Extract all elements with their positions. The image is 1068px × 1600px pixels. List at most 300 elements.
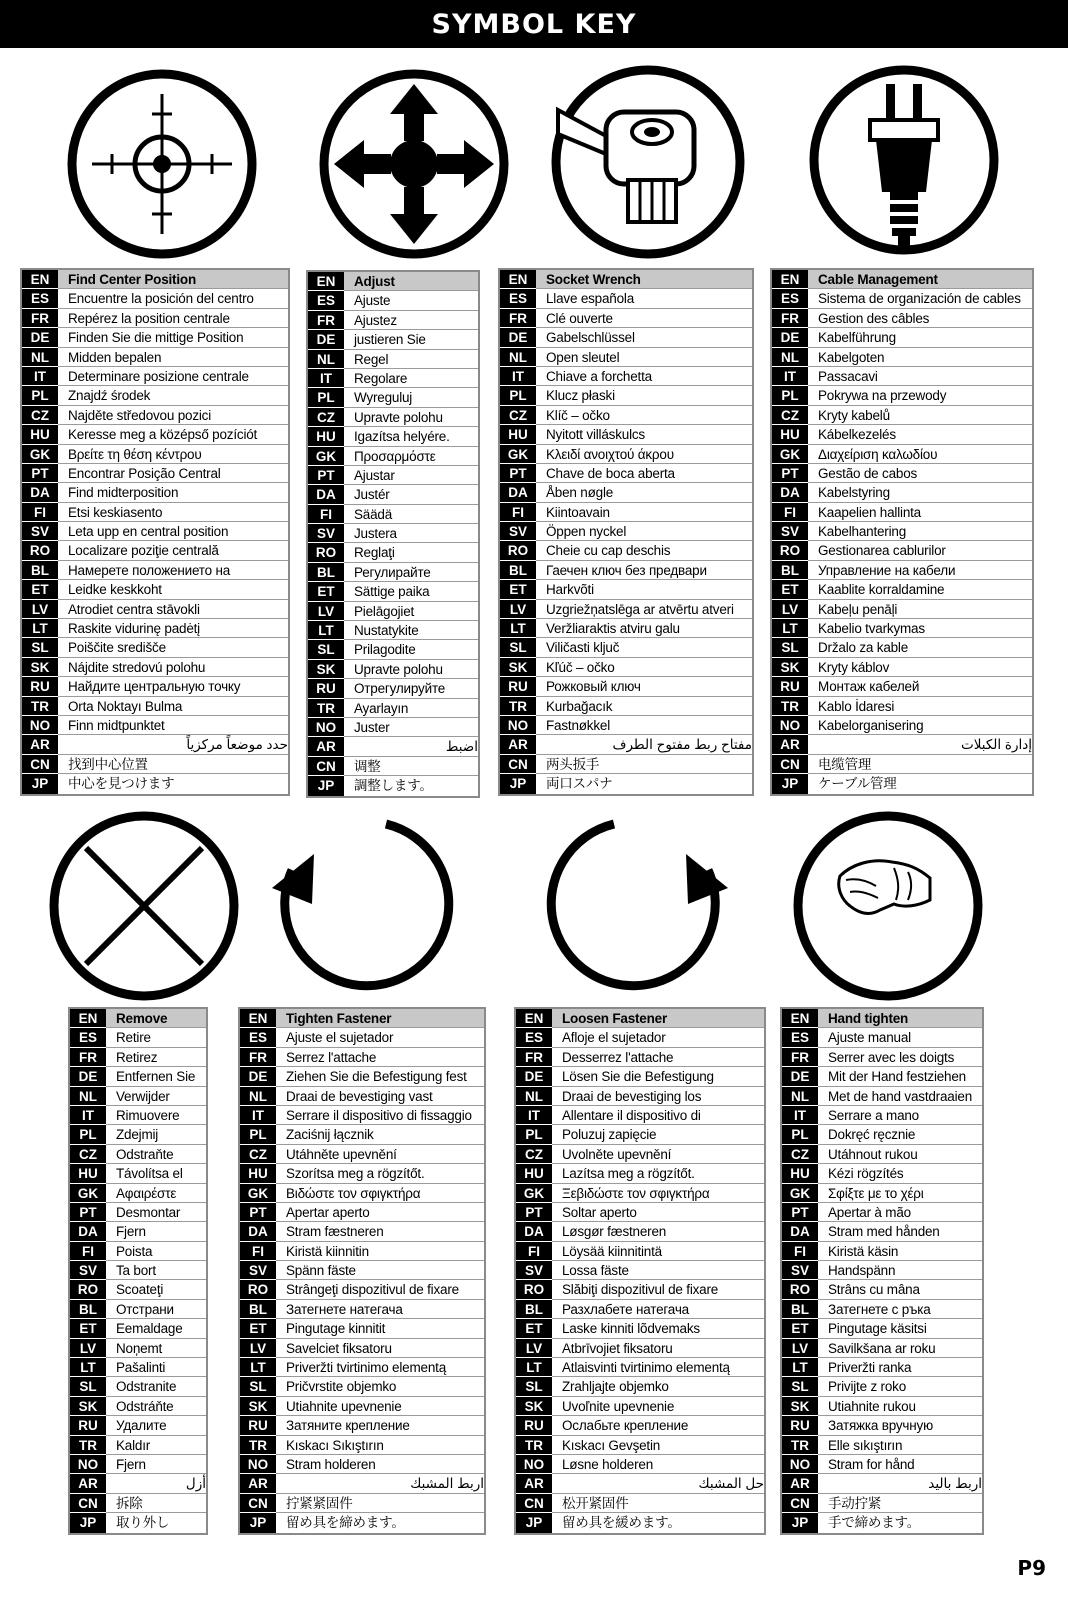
table-row <box>500 677 752 696</box>
table-row <box>500 755 752 774</box>
translation-text: Encuentre la posición del centro <box>58 289 288 308</box>
translation-text: Ta bort <box>106 1261 206 1280</box>
table-row <box>500 600 752 619</box>
language-code: ET <box>772 580 808 599</box>
translation-text: Nájdite stredovú polohu <box>58 658 288 677</box>
language-code: BL <box>70 1300 106 1319</box>
table-row <box>500 309 752 328</box>
language-code: SK <box>240 1397 276 1416</box>
table-row <box>516 1067 764 1086</box>
language-code: JP <box>70 1513 106 1532</box>
language-code: NL <box>308 350 344 369</box>
table-row <box>516 1436 764 1455</box>
translation-text: Odstráňte <box>106 1397 206 1416</box>
language-code: PL <box>70 1125 106 1144</box>
table-row <box>500 289 752 308</box>
translation-text: Determinare posizione centrale <box>58 367 288 386</box>
language-code: PL <box>516 1125 552 1144</box>
language-code: SV <box>772 522 808 541</box>
language-code: ES <box>516 1028 552 1047</box>
translation-text: Kiintoavain <box>536 503 752 522</box>
language-code: IT <box>772 367 808 386</box>
language-code: FI <box>70 1242 106 1261</box>
table-row <box>70 1145 206 1164</box>
symbol-table-adjust <box>306 270 480 798</box>
table-row <box>516 1280 764 1299</box>
translation-text: Keresse meg a középső pozíciót <box>58 425 288 444</box>
language-code: RO <box>516 1280 552 1299</box>
table-row <box>70 1164 206 1183</box>
translation-text: Uvoľnite upevnenie <box>552 1397 764 1416</box>
translation-text: Lazítsa meg a rögzítőt. <box>552 1164 764 1183</box>
table-row <box>240 1106 484 1125</box>
translation-text: Strâns cu mâna <box>818 1280 982 1299</box>
translation-text: Encontrar Posição Central <box>58 464 288 483</box>
language-code: PL <box>22 386 58 405</box>
language-code: NO <box>516 1455 552 1474</box>
translation-text: أزل <box>106 1474 206 1493</box>
language-code: BL <box>308 563 344 582</box>
language-code: SL <box>500 638 536 657</box>
table-row <box>308 524 478 543</box>
translation-text: اضبط <box>344 737 478 756</box>
translation-text: Finn midtpunktet <box>58 716 288 735</box>
translation-text: Gestão de cabos <box>808 464 1032 483</box>
language-code: LT <box>22 619 58 638</box>
translation-text: Poluzuj zapięcie <box>552 1125 764 1144</box>
table-row <box>782 1009 982 1028</box>
language-code: ES <box>240 1028 276 1047</box>
language-code: SV <box>782 1261 818 1280</box>
translation-text: Távolítsa el <box>106 1164 206 1183</box>
language-code: GK <box>782 1184 818 1203</box>
table-row <box>22 619 288 638</box>
table-row <box>516 1397 764 1416</box>
table-row <box>22 541 288 560</box>
language-code: PT <box>308 466 344 485</box>
table-row <box>308 466 478 485</box>
translation-text: Apertar aperto <box>276 1203 484 1222</box>
table-row <box>240 1358 484 1377</box>
table-row <box>516 1028 764 1047</box>
translation-text: Pokrywa na przewody <box>808 386 1032 405</box>
translation-text: Hand tighten <box>818 1009 982 1028</box>
translation-text: Kryty káblov <box>808 658 1032 677</box>
translation-text: Kézi rögzítés <box>818 1164 982 1183</box>
language-code: FR <box>500 309 536 328</box>
table-row <box>516 1319 764 1338</box>
table-row <box>240 1242 484 1261</box>
table-row <box>22 716 288 735</box>
page-number: P9 <box>1017 1556 1046 1580</box>
table-row <box>308 776 478 795</box>
table-row <box>22 697 288 716</box>
translation-text: Fjern <box>106 1222 206 1241</box>
table-row <box>500 638 752 657</box>
language-code: TR <box>782 1436 818 1455</box>
translation-text: Pingutage käsitsi <box>818 1319 982 1338</box>
language-code: HU <box>782 1164 818 1183</box>
language-code: CN <box>22 755 58 774</box>
language-code: CZ <box>70 1145 106 1164</box>
translation-text: Ajustez <box>344 311 478 330</box>
translation-text: 両口スパナ <box>546 776 613 792</box>
translation-text: Savelciet fiksatoru <box>276 1339 484 1358</box>
language-code: NO <box>70 1455 106 1474</box>
translation-text: Veržliaraktis atviru galu <box>536 619 752 638</box>
page-title: SYMBOL KEY <box>431 8 637 40</box>
table-row <box>772 445 1032 464</box>
table-row <box>308 330 478 349</box>
translation-text: Verwijder <box>106 1087 206 1106</box>
table-row <box>782 1184 982 1203</box>
language-code: DA <box>22 483 58 502</box>
language-code: JP <box>782 1513 818 1532</box>
translation-text: Serrare a mano <box>818 1106 982 1125</box>
language-code: FI <box>516 1242 552 1261</box>
translation-text: Soltar aperto <box>552 1203 764 1222</box>
translation-text: Kiristä käsin <box>818 1242 982 1261</box>
language-code: EN <box>782 1009 818 1028</box>
table-row <box>70 1339 206 1358</box>
translation-text: Kablo İdaresi <box>808 697 1032 716</box>
symbol-table-tighten-fastener <box>238 1007 486 1535</box>
table-row <box>22 348 288 367</box>
translation-text: Odstranite <box>106 1377 206 1396</box>
language-code: IT <box>240 1106 276 1125</box>
table-row <box>308 621 478 640</box>
translation-text: Kurbağacık <box>536 697 752 716</box>
language-code: BL <box>782 1300 818 1319</box>
table-row <box>308 718 478 737</box>
table-row <box>308 737 478 756</box>
language-code: RO <box>240 1280 276 1299</box>
language-code: LT <box>782 1358 818 1377</box>
language-code: BL <box>240 1300 276 1319</box>
translation-text: Ayarlayın <box>344 699 478 718</box>
table-row <box>772 328 1032 347</box>
language-code: NL <box>782 1087 818 1106</box>
language-code: LV <box>308 602 344 621</box>
translation-text: Sistema de organización de cables <box>808 289 1032 308</box>
table-row <box>782 1377 982 1396</box>
language-code: PT <box>70 1203 106 1222</box>
translation-text: Llave española <box>536 289 752 308</box>
language-code: TR <box>772 697 808 716</box>
translation-text: Midden bepalen <box>58 348 288 367</box>
language-code: TR <box>308 699 344 718</box>
language-code: PT <box>772 464 808 483</box>
table-row <box>22 406 288 425</box>
table-row <box>308 408 478 427</box>
language-code: FR <box>240 1048 276 1067</box>
translation-text: Kaapelien hallinta <box>808 503 1032 522</box>
language-code: DE <box>240 1067 276 1086</box>
translation-text: Znajdź środek <box>58 386 288 405</box>
language-code: IT <box>308 369 344 388</box>
language-code: SK <box>500 658 536 677</box>
table-row <box>70 1416 206 1435</box>
language-code: LT <box>772 619 808 638</box>
hand-tighten-icon <box>790 808 986 1004</box>
language-code: BL <box>772 561 808 580</box>
language-code: SL <box>782 1377 818 1396</box>
language-code: RU <box>782 1416 818 1435</box>
power-plug-icon <box>806 62 1002 258</box>
language-code: SL <box>22 638 58 657</box>
language-code: IT <box>70 1106 106 1125</box>
table-row <box>308 660 478 679</box>
language-code: ET <box>308 582 344 601</box>
translation-text: 电缆管理 <box>808 755 1032 774</box>
table-row <box>500 464 752 483</box>
translation-text: Pielāgojiet <box>344 602 478 621</box>
translation-text: Localizare poziţie centrală <box>58 541 288 560</box>
translation-text: 找到中心位置 <box>58 755 288 774</box>
language-code: CZ <box>22 406 58 425</box>
table-row <box>22 600 288 619</box>
language-code: SK <box>22 658 58 677</box>
translation-text: Chave de boca aberta <box>536 464 752 483</box>
language-code: FR <box>772 309 808 328</box>
language-code: SV <box>516 1261 552 1280</box>
language-code: RU <box>308 679 344 698</box>
table-row <box>240 1300 484 1319</box>
table-row <box>308 369 478 388</box>
symbol-table-cable-management <box>770 268 1034 796</box>
translation-text: Clé ouverte <box>536 309 752 328</box>
language-code: GK <box>772 445 808 464</box>
translation-text: Atlaisvinti tvirtinimo elementą <box>552 1358 764 1377</box>
table-row <box>22 309 288 328</box>
table-row <box>22 580 288 599</box>
translation-text: Tighten Fastener <box>276 1009 484 1028</box>
language-code: LV <box>516 1339 552 1358</box>
language-code: CN <box>500 755 536 774</box>
language-code: RO <box>772 541 808 560</box>
language-code: NL <box>22 348 58 367</box>
language-code: FI <box>772 503 808 522</box>
translation-text: 留め具を緩めます。 <box>562 1515 681 1531</box>
table-row <box>782 1028 982 1047</box>
language-code: CZ <box>782 1145 818 1164</box>
table-row <box>772 716 1032 735</box>
language-code: ES <box>500 289 536 308</box>
translation-text: Loosen Fastener <box>552 1009 764 1028</box>
translation-text: مفتاح ربط مفتوح الطرف <box>536 735 752 754</box>
translation-text: Priveržti ranka <box>818 1358 982 1377</box>
language-code: DA <box>240 1222 276 1241</box>
language-code: TR <box>70 1436 106 1455</box>
language-code: EN <box>772 270 808 289</box>
language-code: ES <box>22 289 58 308</box>
translation-text: Управление на кабели <box>808 561 1032 580</box>
language-code: LT <box>500 619 536 638</box>
table-row <box>308 602 478 621</box>
table-row <box>22 774 288 793</box>
language-code: NL <box>516 1087 552 1106</box>
table-row <box>772 406 1032 425</box>
language-code: SV <box>308 524 344 543</box>
translation-text: Find midterposition <box>58 483 288 502</box>
crosshair-icon <box>64 66 260 262</box>
translation-text: Ziehen Sie die Befestigung fest <box>276 1067 484 1086</box>
language-code: ES <box>782 1028 818 1047</box>
table-row <box>308 757 478 776</box>
language-code: IT <box>22 367 58 386</box>
table-row <box>500 445 752 464</box>
translation-text: Kıskacı Gevşetin <box>552 1436 764 1455</box>
translation-text: Fjern <box>106 1455 206 1474</box>
translation-text: إدارة الكبلات <box>808 735 1032 754</box>
translation-text: Βρείτε τη θέση κέντρου <box>58 445 288 464</box>
table-row <box>782 1106 982 1125</box>
translation-text: Κλειδί ανοιχτού άκρου <box>536 445 752 464</box>
translation-text: Удалите <box>106 1416 206 1435</box>
language-code: FR <box>308 311 344 330</box>
table-row <box>22 561 288 580</box>
translation-text: Kabelio tvarkymas <box>808 619 1032 638</box>
language-code: PL <box>772 386 808 405</box>
language-code: IT <box>516 1106 552 1125</box>
table-row <box>308 582 478 601</box>
language-code: JP <box>500 774 536 793</box>
translation-text: اربط المشبك <box>276 1474 484 1493</box>
table-row <box>22 522 288 541</box>
table-row <box>70 1009 206 1028</box>
table-row <box>500 735 752 754</box>
table-row <box>782 1494 982 1513</box>
language-code: CN <box>240 1494 276 1513</box>
translation-text: Utiahnite upevnenie <box>276 1397 484 1416</box>
table-row <box>70 1125 206 1144</box>
table-row <box>782 1048 982 1067</box>
translation-text: Cheie cu cap deschis <box>536 541 752 560</box>
translation-text: Regolare <box>344 369 478 388</box>
language-code: GK <box>500 445 536 464</box>
table-row <box>70 1436 206 1455</box>
language-code: BL <box>22 561 58 580</box>
translation-text: Najděte středovou pozici <box>58 406 288 425</box>
translation-text: Držalo za kable <box>808 638 1032 657</box>
table-row <box>308 447 478 466</box>
translation-text: Upravte polohu <box>344 408 478 427</box>
table-row <box>782 1261 982 1280</box>
language-code: CN <box>782 1494 818 1513</box>
translation-text: Προσαρμόστε <box>344 447 478 466</box>
translation-text: Отрегулируйте <box>344 679 478 698</box>
translation-text: Poiščite središče <box>58 638 288 657</box>
language-code: HU <box>516 1164 552 1183</box>
translation-text: Pašalinti <box>106 1358 206 1377</box>
translation-text: Wyreguluj <box>344 388 478 407</box>
table-row <box>308 563 478 582</box>
table-row <box>772 367 1032 386</box>
table-row <box>782 1242 982 1261</box>
language-code: SV <box>500 522 536 541</box>
table-row <box>772 600 1032 619</box>
language-code: DE <box>782 1067 818 1086</box>
socket-wrench-icon <box>548 62 748 262</box>
table-row <box>782 1300 982 1319</box>
language-code: LV <box>772 600 808 619</box>
language-code: ET <box>70 1319 106 1338</box>
translation-text: Igazítsa helyére. <box>344 427 478 446</box>
translation-text: Løsgør fæstneren <box>552 1222 764 1241</box>
table-row <box>70 1280 206 1299</box>
translation-text: Desserrez l'attache <box>552 1048 764 1067</box>
table-row <box>772 270 1032 289</box>
translation-text: Draai de bevestiging vast <box>276 1087 484 1106</box>
language-code: LV <box>70 1339 106 1358</box>
table-row <box>70 1048 206 1067</box>
language-code: LT <box>70 1358 106 1377</box>
table-row <box>782 1164 982 1183</box>
language-code: GK <box>70 1184 106 1203</box>
translation-text: Ослабьте крепление <box>552 1416 764 1435</box>
translation-text: Odstraňte <box>106 1145 206 1164</box>
language-code: CZ <box>500 406 536 425</box>
table-row <box>500 348 752 367</box>
language-code: FI <box>782 1242 818 1261</box>
table-row <box>782 1474 982 1493</box>
language-code: PT <box>782 1203 818 1222</box>
language-code: SL <box>516 1377 552 1396</box>
table-row <box>516 1474 764 1493</box>
translation-text: Viličasti ključ <box>536 638 752 657</box>
language-code: LV <box>782 1339 818 1358</box>
language-code: JP <box>22 774 58 793</box>
translation-text: Öppen nyckel <box>536 522 752 541</box>
table-row <box>516 1106 764 1125</box>
language-code: TR <box>500 697 536 716</box>
language-code: EN <box>500 270 536 289</box>
language-code: NL <box>772 348 808 367</box>
language-code: SK <box>70 1397 106 1416</box>
table-row <box>516 1009 764 1028</box>
language-code: HU <box>240 1164 276 1183</box>
language-code: LT <box>516 1358 552 1377</box>
language-code: TR <box>516 1436 552 1455</box>
table-row <box>70 1261 206 1280</box>
translation-text: Privijte z roko <box>818 1377 982 1396</box>
translation-text: Serrez l'attache <box>276 1048 484 1067</box>
translation-text: 調整します。 <box>354 778 433 794</box>
table-row <box>70 1397 206 1416</box>
table-row <box>22 735 288 754</box>
translation-text: Etsi keskiasento <box>58 503 288 522</box>
language-code: JP <box>308 776 344 795</box>
language-code: FI <box>22 503 58 522</box>
translation-text: Upravte polohu <box>344 660 478 679</box>
table-row <box>240 1203 484 1222</box>
table-row <box>240 1261 484 1280</box>
translation-text: Adjust <box>344 272 478 291</box>
table-row <box>772 464 1032 483</box>
translation-text: Justér <box>344 485 478 504</box>
table-row <box>308 679 478 698</box>
table-row <box>240 1028 484 1047</box>
translation-text: Løsne holderen <box>552 1455 764 1474</box>
translation-text: Kabelgoten <box>808 348 1032 367</box>
language-code: DE <box>516 1067 552 1086</box>
translation-text: 取り外し <box>116 1515 170 1531</box>
language-code: IT <box>782 1106 818 1125</box>
table-row <box>22 270 288 289</box>
language-code: ET <box>516 1319 552 1338</box>
table-row <box>22 367 288 386</box>
language-code: ES <box>772 289 808 308</box>
